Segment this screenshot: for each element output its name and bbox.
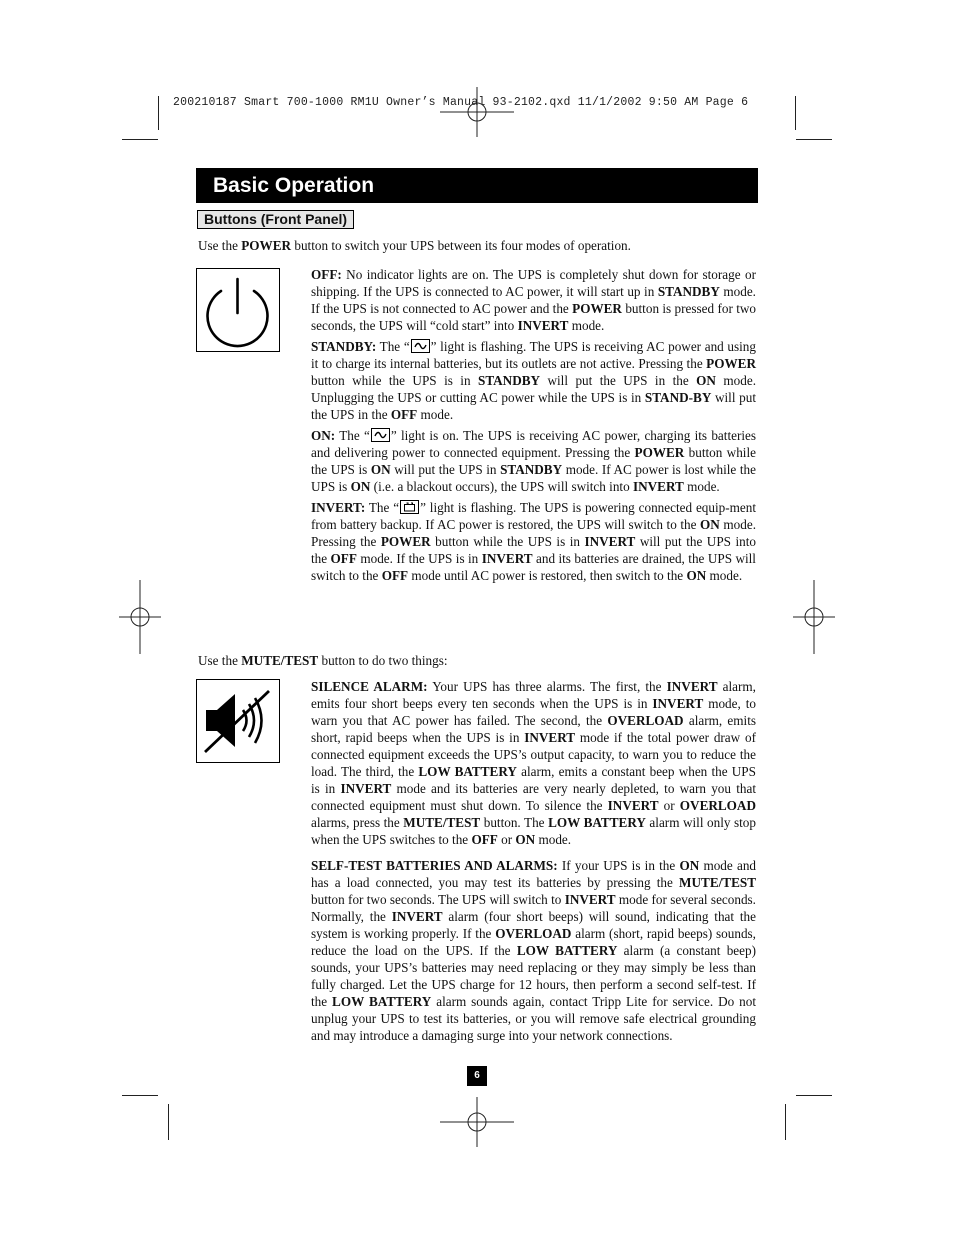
power-modes-text <box>311 266 756 588</box>
speaker-muted-icon <box>196 679 280 763</box>
crop-mark <box>796 139 832 140</box>
power-paragraph: ON: The “ ” light is on. The UPS is receiving AC power, charging its batteries and delivering power to connected equipment. Pressing the POWER button while the UPS is ON will put the UPS in STANDBY mode. If AC power is lost while the UPS is ON (i.e. a blackout occurs), the UPS will switch into INVERT mode. <box>311 428 756 494</box>
battery-icon <box>400 500 419 514</box>
registration-mark-icon <box>432 67 522 157</box>
registration-mark-icon <box>95 572 185 662</box>
crop-mark <box>795 96 796 130</box>
sine-wave-icon <box>411 339 430 353</box>
power-intro: Use the POWER button to switch your UPS between its four modes of operation. <box>198 238 631 253</box>
mute-functions-text <box>311 678 756 1048</box>
power-paragraph: INVERT: The “ ” light is flashing. The UPS is powering connected equip-ment from battery backup. If AC power is restored, the UPS will switch to the ON mode. Pressing the POWER button while the UPS is in INVERT will put the UPS into the OFF mode. If the UPS is in INVERT and its batteries are drained, the UPS will switch to the OFF mode until AC power is restored, then switch to the ON mode. <box>311 500 757 583</box>
page-number: 6 <box>467 1066 487 1086</box>
mute-intro: Use the MUTE/TEST button to do two things: <box>198 653 448 668</box>
crop-mark <box>785 1104 786 1140</box>
registration-mark-icon <box>769 572 859 662</box>
subheading: Buttons (Front Panel) <box>197 210 354 229</box>
crop-mark <box>158 96 159 130</box>
section-title: Basic Operation <box>196 168 758 203</box>
power-paragraph: OFF: No indicator lights are on. The UPS is completely shut down for storage or shipping. If the UPS is connected to AC power, it will start up in STANDBY mode. If the UPS is not connected to AC power and the POWER button is pressed for two seconds, the UPS will “cold start” into INVERT mode. <box>311 267 756 333</box>
power-paragraph: STANDBY: The “ ” light is flashing. The UPS is receiving AC power and using it to charge its internal batteries, but its outlets are not active. Pressing the POWER button while the UPS is in STANDBY will put the UPS in the ON mode. Unplugging the UPS or cutting AC power while the UPS is in STAND-BY will put the UPS in the OFF mode. <box>311 339 757 422</box>
print-slug: 200210187 Smart 700-1000 RM1U Owner’s Manual 93-2102.qxd 11/1/2002 9:50 AM Page 6 <box>173 96 749 109</box>
crop-mark <box>122 1095 158 1096</box>
mute-paragraph: SELF-TEST BATTERIES AND ALARMS: If your UPS is in the ON mode and has a load connected, you may test its batteries by pressing the MUTE/TEST button for two seconds. The UPS will switch to INVERT mode for several seconds. Normally, the INVERT alarm (four short beeps) will sound, indicating that the system is working properly. If the OVERLOAD alarm (short, rapid beeps) sounds, reduce the load on the UPS. If the LOW BATTERY alarm (a constant beep) sounds, your UPS’s batteries may need replacing or they may simply be less than fully charged. Let the UPS charge for 12 hours, then perform a second self-test. If the LOW BATTERY alarm sounds again, contact Tripp Lite for service. Do not unplug your UPS to test its batteries, or you will remove safe electrical grounding and may introduce a damaging surge into your network connections. <box>311 858 757 1043</box>
registration-mark-icon <box>432 1077 522 1167</box>
crop-mark <box>796 1095 832 1096</box>
mute-paragraph: SILENCE ALARM: Your UPS has three alarms. The first, the INVERT alarm, emits four short beeps every ten seconds when the UPS is in INVERT mode, to warn you that AC power has failed. The second, the OVERLOAD alarm, emits short, rapid beeps when the UPS is in INVERT mode if the total power draw of connected equipment exceeds the UPS’s output capacity, to warn you to reduce the load. The third, the LOW BATTERY alarm, emits a constant beep when the UPS is in INVERT mode and its batteries are very nearly depleted, to warn you that connected equipment must shut down. To silence the INVERT or OVERLOAD alarms, press the MUTE/TEST button. The LOW BATTERY alarm will only stop when the UPS switches to the OFF or ON mode. <box>311 679 757 847</box>
crop-mark <box>122 139 158 140</box>
power-icon <box>196 268 280 352</box>
sine-wave-icon <box>371 428 390 442</box>
crop-mark <box>168 1104 169 1140</box>
